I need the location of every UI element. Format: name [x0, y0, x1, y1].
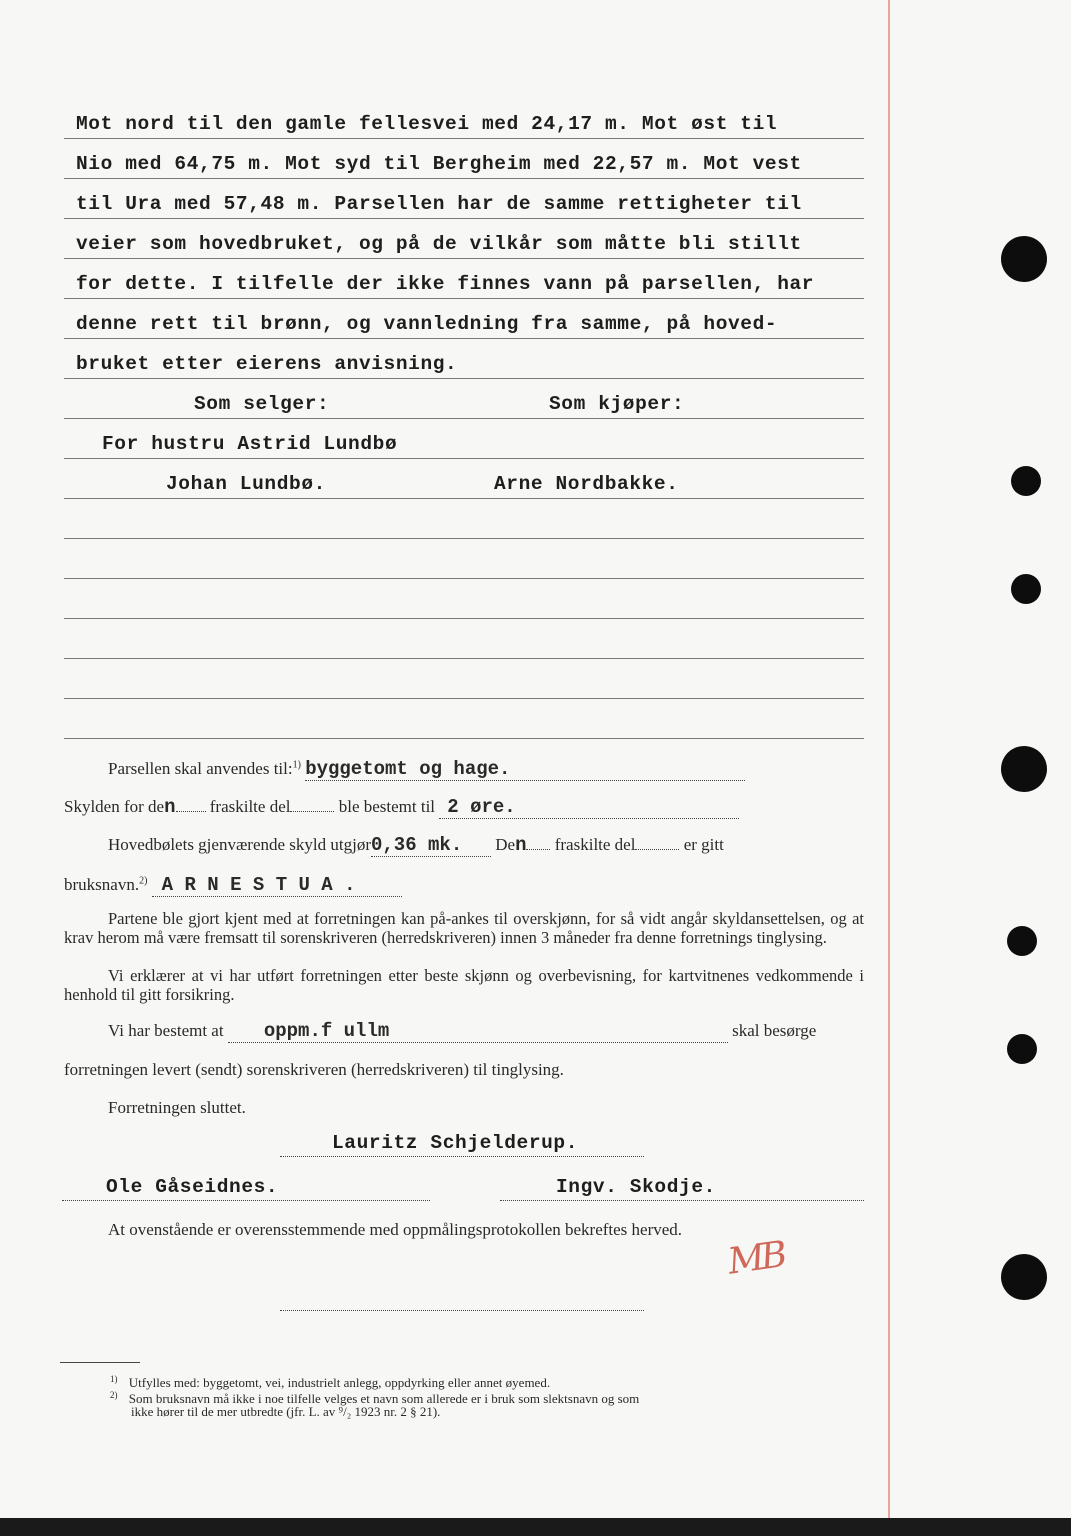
handwritten-initials: MB	[725, 1234, 786, 1283]
dotted-fill	[635, 849, 679, 850]
seller-signature-2: Johan Lundbø.	[166, 473, 326, 495]
use-row	[108, 758, 745, 781]
declaration-paragraph: Vi erklærer at vi har utført forretningen etter beste skjønn og overbevisning, for kartvitnenes vedkommende i henhold til gitt forsikring.	[64, 966, 864, 1004]
footnote-2-text-a: Som bruksnavn må ikke i noe tilfelle velges et navn som allerede er i bruk som slektsnavn og som	[128, 1391, 640, 1407]
tax-row	[64, 796, 739, 819]
body-line	[64, 298, 864, 339]
punch-hole	[1011, 574, 1041, 604]
footnote-ref: 1)	[292, 759, 301, 771]
delivered-line: forretningen levert (sendt) sorenskriveren (herredskriveren) til tinglysing.	[64, 1060, 564, 1079]
official-signature-line	[500, 1174, 864, 1201]
body-line	[64, 258, 864, 299]
signature-line	[64, 458, 864, 499]
empty-ruled-line	[64, 498, 864, 539]
punch-hole	[1007, 1034, 1037, 1064]
official-signature-line	[280, 1130, 644, 1157]
punch-hole	[1001, 1254, 1047, 1300]
tax-value: 2 øre.	[447, 796, 516, 818]
footnote-1-text: Utfylles med: byggetomt, vei, industrielt anlegg, oppdyrking eller annet øyemed.	[128, 1375, 551, 1391]
name-value: A R N E S T U A .	[161, 874, 356, 896]
remaining-de: De	[495, 835, 516, 854]
use-field	[305, 758, 745, 781]
signature-labels-line	[64, 378, 864, 419]
decided-value: oppm.f ullm	[263, 1020, 390, 1042]
empty-ruled-line	[64, 578, 864, 619]
tax-n: n	[164, 796, 176, 818]
empty-ruled-line	[64, 698, 864, 739]
footnote-rule	[60, 1362, 140, 1363]
signature-line	[64, 418, 864, 459]
punch-hole	[1001, 236, 1047, 282]
remaining-n: n	[515, 834, 527, 856]
name-field	[152, 874, 402, 897]
footnote-ref: 2)	[139, 875, 148, 887]
footnote-2-text-b: ikke hører til de mer utbredte (jfr. L. av ⁹/₂ 1923 nr. 2 § 21).	[131, 1404, 441, 1419]
dotted-fill	[290, 811, 334, 812]
empty-ruled-line	[64, 618, 864, 659]
name-row	[64, 874, 402, 897]
use-value: byggetomt og hage.	[305, 758, 511, 780]
punch-hole	[1001, 746, 1047, 792]
tax-label: Skylden for de	[64, 797, 165, 816]
use-label: Parsellen skal anvendes til:	[108, 759, 293, 778]
footnote-mark: 2)	[110, 1390, 118, 1400]
remaining-row	[108, 834, 724, 857]
name-label: bruksnavn.	[64, 875, 140, 894]
remaining-label: Hovedbølets gjenværende skyld utgjør	[108, 835, 371, 854]
body-text: denne rett til brønn, og vannledning fra samme, på hoved-	[76, 313, 778, 335]
certification-line: At ovenstående er overensstemmende med oppmålingsprotokollen bekreftes herved.	[108, 1220, 683, 1239]
decided-field	[228, 1020, 728, 1043]
body-line	[64, 178, 864, 219]
tax-field	[439, 796, 739, 819]
buyer-signature: Arne Nordbakke.	[494, 473, 679, 495]
official-center: Lauritz Schjelderup.	[332, 1132, 579, 1154]
official-signature-line	[62, 1174, 430, 1201]
body-line	[64, 218, 864, 259]
body-line	[64, 138, 864, 179]
remaining-field	[371, 834, 491, 857]
punch-hole	[1007, 926, 1037, 956]
body-text: bruket etter eierens anvisning.	[76, 353, 458, 375]
punch-hole	[1011, 466, 1041, 496]
remaining-end: er gitt	[683, 835, 724, 854]
empty-ruled-line	[64, 538, 864, 579]
dotted-fill	[526, 849, 550, 850]
certification-signature-line	[280, 1288, 644, 1311]
remaining-value: 0,36 mk.	[371, 834, 463, 856]
scan-border	[0, 1518, 1071, 1536]
decided-end: skal besørge	[732, 1021, 817, 1040]
official-left: Ole Gåseidnes.	[106, 1176, 279, 1198]
official-right: Ingv. Skodje.	[556, 1176, 716, 1198]
body-text: til Ura med 57,48 m. Parsellen har de samme rettigheter til	[76, 193, 802, 215]
tax-label-b: fraskilte del	[209, 797, 291, 816]
body-line	[64, 98, 864, 139]
body-text: veier som hovedbruket, og på de vilkår som måtte bli stillt	[76, 233, 802, 255]
body-text: Mot nord til den gamle fellesvei med 24,17 m. Mot øst til	[76, 113, 778, 135]
empty-ruled-line	[64, 658, 864, 699]
footnote-mark: 1)	[110, 1374, 118, 1384]
tax-label-c: ble bestemt til	[338, 797, 436, 816]
decided-label: Vi har bestemt at	[108, 1021, 224, 1040]
dotted-fill	[176, 811, 206, 812]
decided-row	[108, 1020, 816, 1043]
remaining-fraskilte: fraskilte del	[554, 835, 636, 854]
body-text: for dette. I tilfelle der ikke finnes vann på parsellen, har	[76, 273, 815, 295]
closed-line: Forretningen sluttet.	[108, 1098, 246, 1117]
seller-label: Som selger:	[194, 393, 330, 415]
seller-signature-1: For hustru Astrid Lundbø	[102, 433, 398, 455]
body-line	[64, 338, 864, 379]
margin-rule	[888, 0, 890, 1518]
body-text: Nio med 64,75 m. Mot syd til Bergheim med 22,57 m. Mot vest	[76, 153, 802, 175]
appeal-paragraph: Partene ble gjort kjent med at forretningen kan på-ankes til overskjønn, for så vidt angår skyldansettelsen, og at krav herom må være fremsatt til sorenskriveren (herredskriveren) innen 3 måneder fra denne forretnings tinglysing.	[64, 909, 864, 947]
buyer-label: Som kjøper:	[549, 393, 685, 415]
